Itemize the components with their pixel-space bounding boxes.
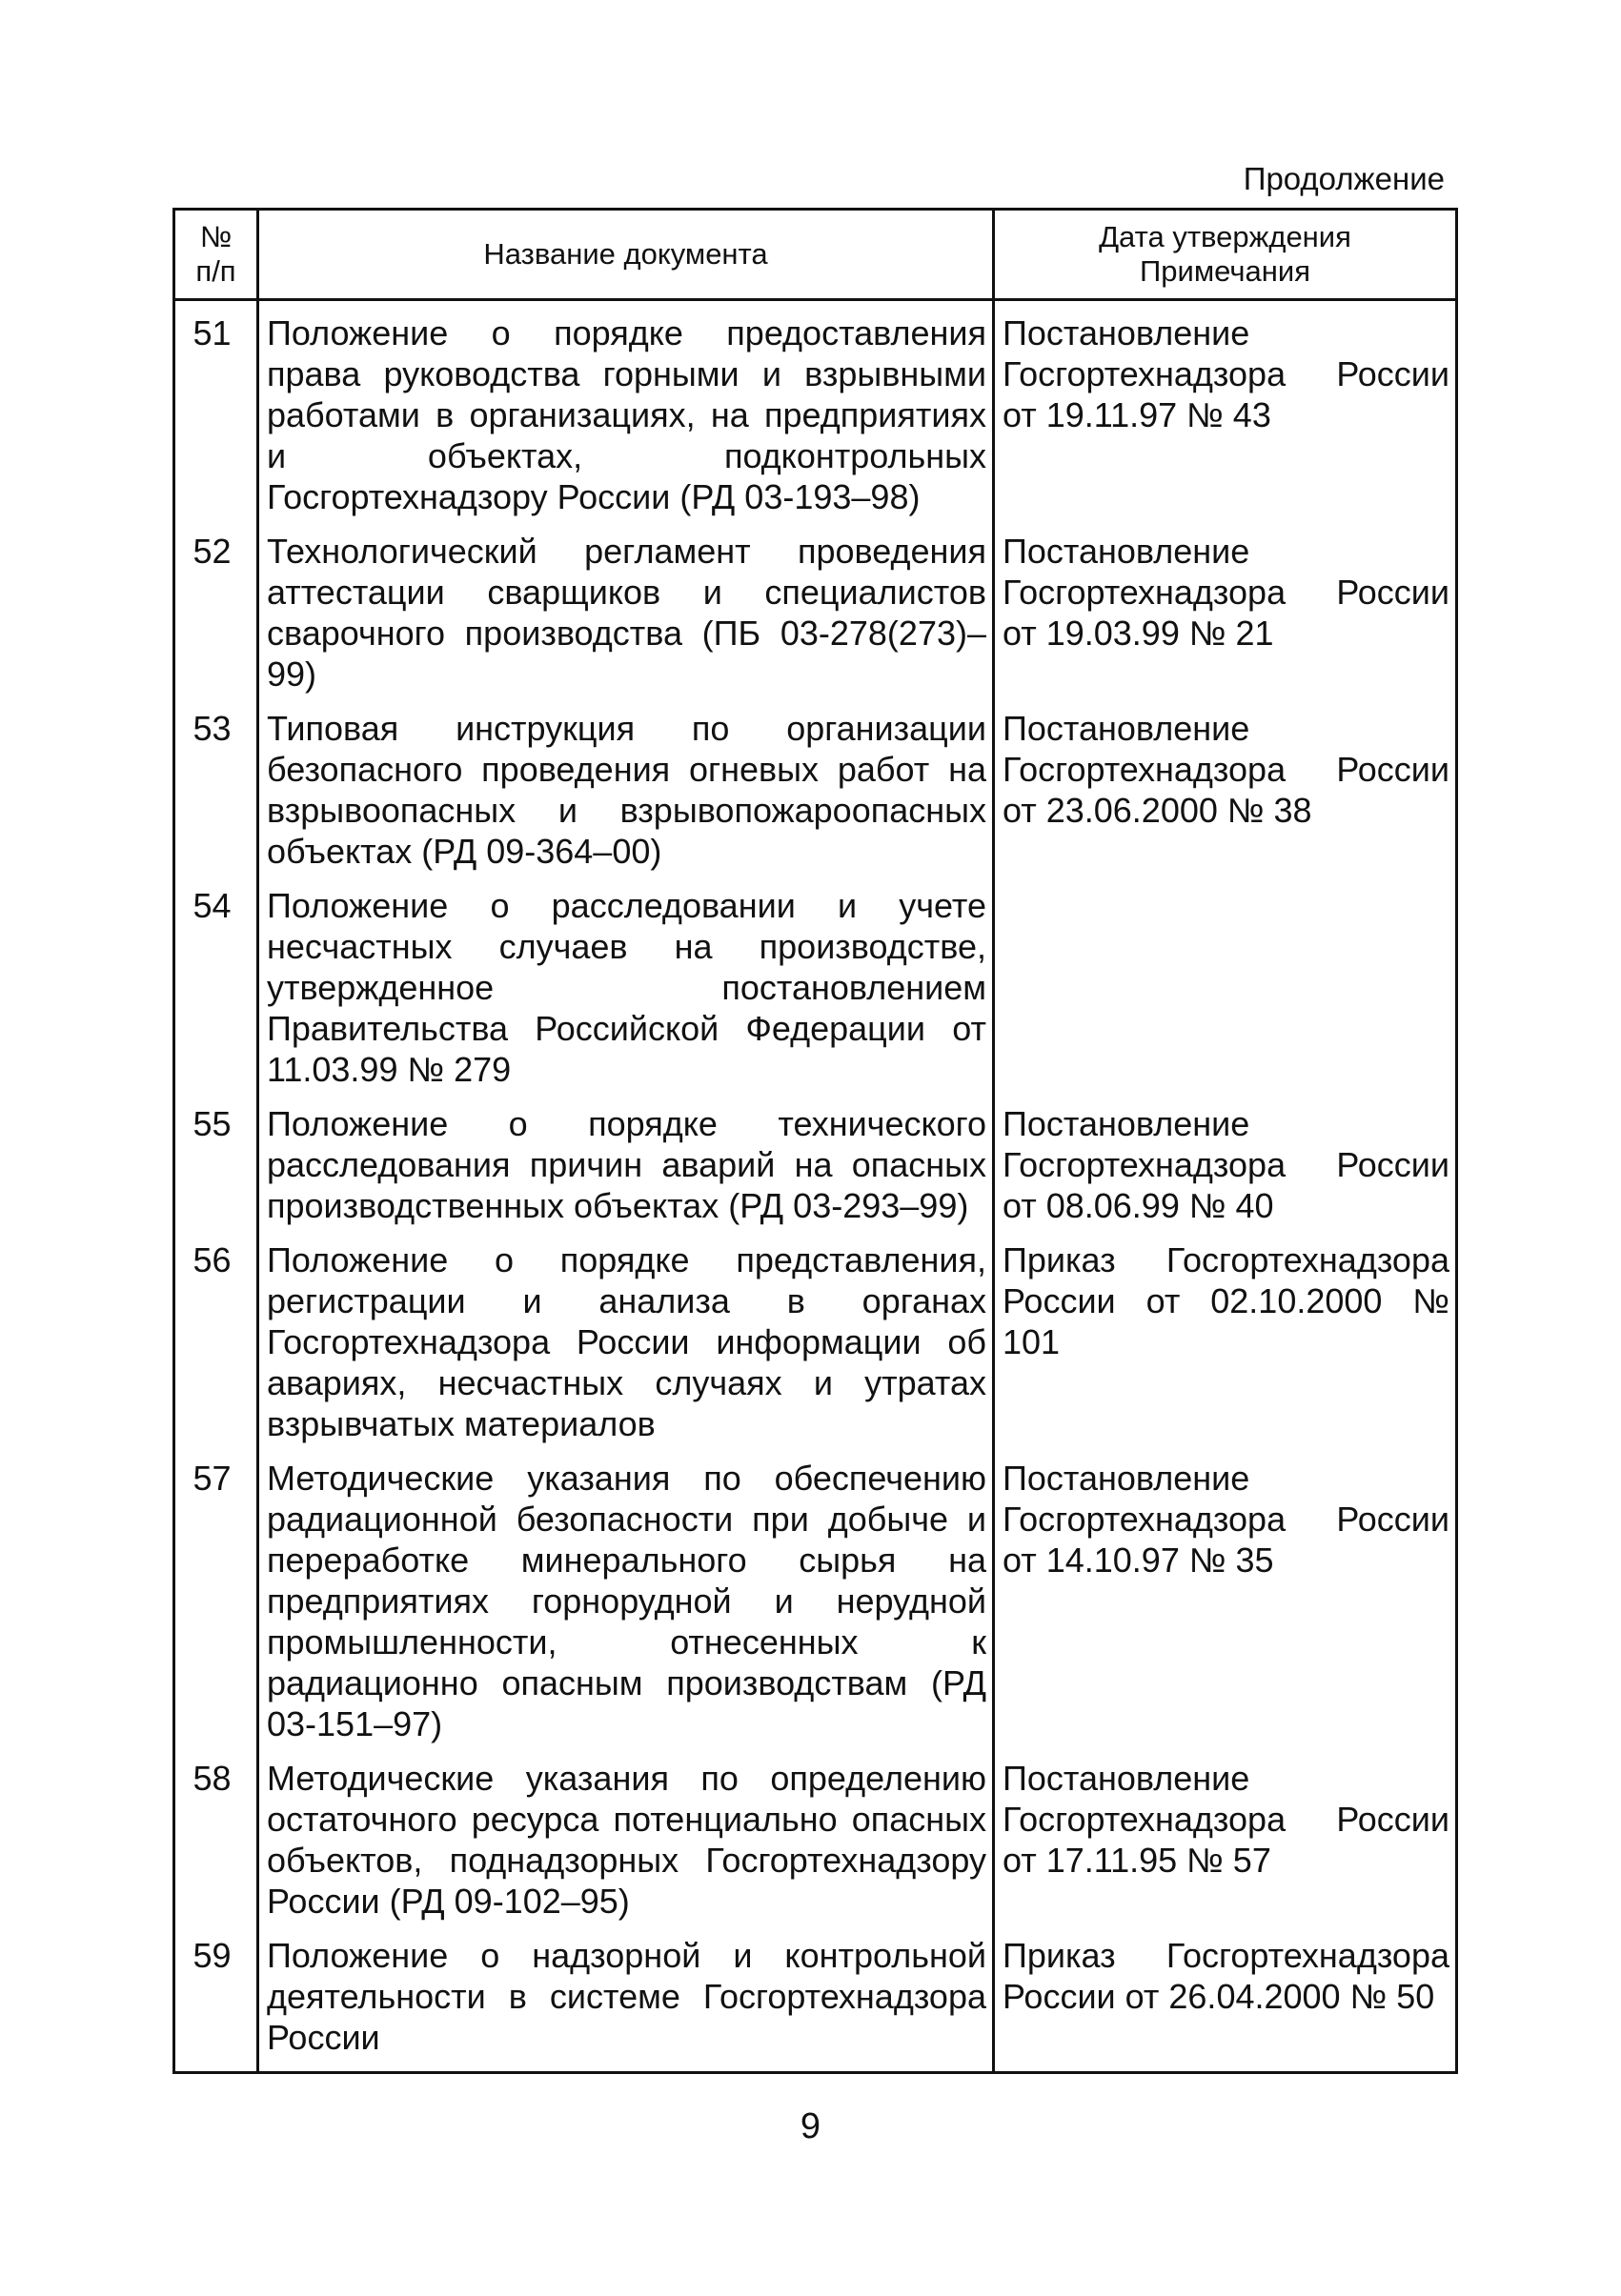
document-name: Технологический регламент проведения аттестации сварщиков и специалистов сварочного производства (ПБ 03-278(273)–99) bbox=[258, 531, 994, 708]
table-header-row bbox=[174, 210, 1457, 300]
approval-note: Постановление Госгортехнадзора России от 17.11.95 № 57 bbox=[994, 1758, 1457, 1935]
continuation-label: Продолжение bbox=[1243, 161, 1445, 196]
document-name: Методические указания по определению остаточного ресурса потенциально опасных объектов, поднадзорных Госгортехнадзору России (РД 09-102–95) bbox=[258, 1758, 994, 1935]
approval-note: Постановление Госгортехнадзора России от 23.06.2000 № 38 bbox=[994, 708, 1457, 885]
approval-note: Постановление Госгортехнадзора России от 08.06.99 № 40 bbox=[994, 1103, 1457, 1239]
header-approval-date bbox=[994, 210, 1457, 300]
table-row bbox=[174, 1935, 1457, 2073]
document-name: Положение о расследовании и учете несчастных случаев на производстве, утвержденное постановлением Правительства Российской Федерации от 11.03.99 № 279 bbox=[258, 885, 994, 1103]
row-number: 54 bbox=[174, 885, 258, 1103]
page-number: 9 bbox=[800, 2106, 821, 2146]
document-name: Типовая инструкция по организации безопасного проведения огневых работ на взрывоопасных и взрывопожароопасных объектах (РД 09-364–00) bbox=[258, 708, 994, 885]
approval-note: Постановление Госгортехнадзора России от 19.11.97 № 43 bbox=[994, 300, 1457, 532]
table-row bbox=[174, 300, 1457, 532]
row-number: 52 bbox=[174, 531, 258, 708]
row-number: 57 bbox=[174, 1458, 258, 1758]
table-row bbox=[174, 885, 1457, 1103]
row-number: 53 bbox=[174, 708, 258, 885]
header-number bbox=[174, 210, 258, 300]
row-number: 55 bbox=[174, 1103, 258, 1239]
approval-note: Постановление Госгортехнадзора России от 14.10.97 № 35 bbox=[994, 1458, 1457, 1758]
table-row bbox=[174, 1458, 1457, 1758]
documents-table bbox=[172, 208, 1458, 2074]
document-name: Методические указания по обеспечению радиационной безопасности при добыче и переработке минерального сырья на предприятиях горнорудной и нерудной промышленности, отнесенных к радиационно опасным производствам (РД 03-151–97) bbox=[258, 1458, 994, 1758]
header-notes-label: Примечания bbox=[1140, 254, 1310, 288]
row-number: 58 bbox=[174, 1758, 258, 1935]
table-row bbox=[174, 1239, 1457, 1458]
header-document-name: Название документа bbox=[258, 210, 994, 300]
table-row bbox=[174, 1758, 1457, 1935]
document-name: Положение о порядке технического расследования причин аварий на опасных производственных объектах (РД 03-293–99) bbox=[258, 1103, 994, 1239]
document-name: Положение о надзорной и контрольной деятельности в системе Госгортехнадзора России bbox=[258, 1935, 994, 2073]
table-row bbox=[174, 708, 1457, 885]
document-name: Положение о порядке предоставления права руководства горными и взрывными работами в организациях, на предприятиях и объектах, подконтрольных Госгортехнадзору России (РД 03-193–98) bbox=[258, 300, 994, 532]
header-number-sign: № bbox=[199, 220, 233, 253]
approval-note: Приказ Госгортехнадзора России от 02.10.2000 № 101 bbox=[994, 1239, 1457, 1458]
row-number: 59 bbox=[174, 1935, 258, 2073]
approval-note bbox=[994, 885, 1457, 1103]
row-number: 56 bbox=[174, 1239, 258, 1458]
table-row bbox=[174, 1103, 1457, 1239]
document-name: Положение о порядке представления, регистрации и анализа в органах Госгортехнадзора России информации об авариях, несчастных случаях и утратах взрывчатых материалов bbox=[258, 1239, 994, 1458]
table-row bbox=[174, 531, 1457, 708]
approval-note: Приказ Госгортехнадзора России от 26.04.2000 № 50 bbox=[994, 1935, 1457, 2073]
header-approval-date-label: Дата утверждения bbox=[1099, 220, 1351, 253]
approval-note: Постановление Госгортехнадзора России от 19.03.99 № 21 bbox=[994, 531, 1457, 708]
header-number-label: п/п bbox=[195, 254, 236, 288]
row-number: 51 bbox=[174, 300, 258, 532]
